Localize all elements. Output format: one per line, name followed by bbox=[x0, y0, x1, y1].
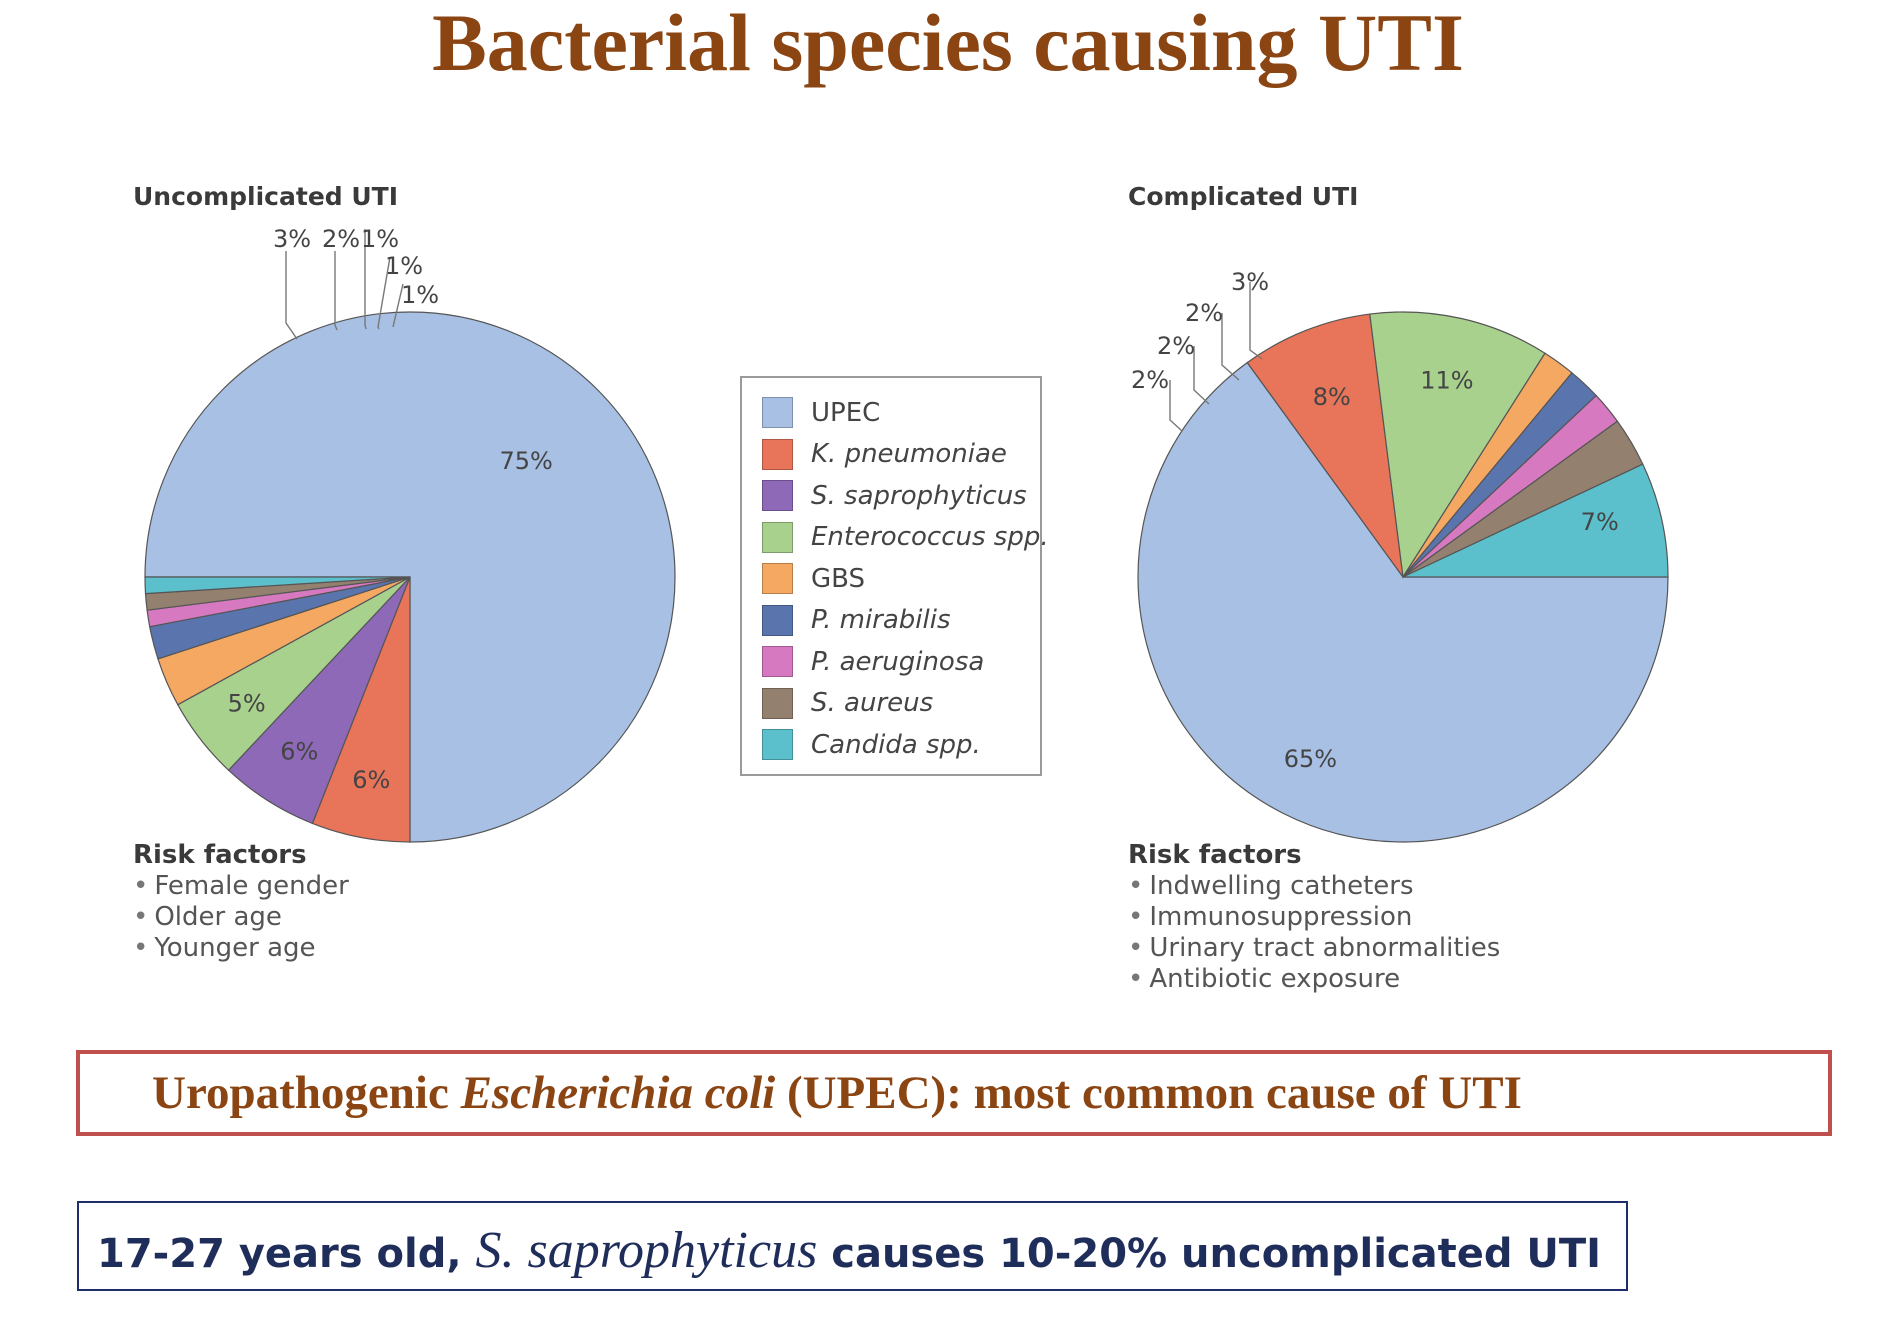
legend-swatch bbox=[762, 646, 793, 677]
legend-swatch bbox=[762, 563, 793, 594]
pie-value-label: 8% bbox=[1312, 383, 1351, 412]
pie-value-label: 1% bbox=[400, 281, 440, 309]
legend-label: P. aeruginosa bbox=[811, 646, 985, 677]
upec-callout-text bbox=[152, 1066, 1522, 1120]
pie-value-label: 2% bbox=[1130, 366, 1170, 394]
pie-value-label: 2% bbox=[1184, 299, 1224, 327]
pie-chart-complicated bbox=[1131, 268, 1668, 842]
legend-item-p-aeruginosa bbox=[762, 641, 1040, 683]
legend-swatch bbox=[762, 729, 793, 760]
legend-swatch bbox=[762, 688, 793, 719]
slide-title: Bacterial species causing UTI bbox=[432, 0, 1464, 88]
legend-swatch bbox=[762, 480, 793, 511]
legend-item-p-mirabilis bbox=[762, 600, 1040, 642]
pie-value-label: 1% bbox=[360, 225, 400, 253]
pie-value-label: 65% bbox=[1283, 744, 1338, 773]
legend-item-enterococcus bbox=[762, 517, 1049, 559]
upec-callout-after: (UPEC): most common cause of UTI bbox=[775, 1067, 1522, 1119]
pie-leader-line bbox=[335, 251, 337, 330]
risk-factor-item: • Indwelling catheters bbox=[1128, 871, 1500, 902]
legend-label: K. pneumoniae bbox=[811, 439, 1007, 470]
risk-factors-complicated bbox=[1128, 840, 1500, 995]
upec-callout-species: Escherichia coli bbox=[460, 1067, 776, 1119]
legend-item-k-pneumoniae bbox=[762, 434, 1040, 476]
risk-factor-item: • Younger age bbox=[133, 933, 349, 964]
pie-value-label: 11% bbox=[1420, 366, 1474, 395]
risk-factors-title: Risk factors bbox=[1128, 840, 1302, 870]
risk-factor-item: • Older age bbox=[133, 902, 349, 933]
pie-value-label: 7% bbox=[1580, 507, 1619, 536]
legend-label: UPEC bbox=[811, 397, 881, 428]
legend-label: Enterococcus spp. bbox=[811, 522, 1049, 553]
saprophyticus-callout-species: S. saprophyticus bbox=[475, 1222, 818, 1279]
upec-callout-before: Uropathogenic bbox=[152, 1067, 461, 1119]
legend-item-s-saprophyticus bbox=[762, 475, 1040, 517]
legend-label: Candida spp. bbox=[811, 729, 981, 760]
pie-chart-uncomplicated bbox=[145, 225, 675, 842]
saprophyticus-callout-after: causes 10-20% uncomplicated UTI bbox=[817, 1231, 1602, 1277]
risk-factor-item: • Immunosuppression bbox=[1128, 902, 1500, 933]
pie-leader-line bbox=[286, 251, 297, 339]
pie-value-label: 5% bbox=[227, 689, 266, 718]
legend-item-gbs bbox=[762, 558, 1040, 600]
chart-legend bbox=[740, 376, 1049, 776]
pie-value-label: 1% bbox=[384, 252, 424, 280]
pie-title-uncomplicated: Uncomplicated UTI bbox=[133, 182, 399, 211]
legend-swatch bbox=[762, 522, 793, 553]
legend-label: GBS bbox=[811, 563, 866, 594]
risk-factor-item: • Female gender bbox=[133, 871, 349, 902]
legend-label: S. saprophyticus bbox=[811, 480, 1027, 511]
risk-factors-uncomplicated bbox=[133, 840, 349, 964]
pie-value-label: 3% bbox=[272, 225, 312, 253]
legend-item-candida bbox=[762, 724, 1040, 766]
saprophyticus-callout-text bbox=[97, 1221, 1601, 1280]
pie-leader-line bbox=[1194, 346, 1209, 404]
legend-swatch bbox=[762, 397, 793, 428]
pie-title-complicated: Complicated UTI bbox=[1128, 182, 1359, 211]
pie-value-label: 3% bbox=[1230, 268, 1270, 296]
legend-item-s-aureus bbox=[762, 683, 1040, 725]
upec-callout-box bbox=[76, 1050, 1832, 1136]
legend-label: S. aureus bbox=[811, 688, 934, 719]
risk-factors-title: Risk factors bbox=[133, 840, 307, 870]
legend-label: P. mirabilis bbox=[811, 605, 951, 636]
pie-value-label: 2% bbox=[1156, 332, 1196, 360]
pie-value-label: 6% bbox=[280, 737, 319, 766]
pie-value-label: 2% bbox=[321, 225, 361, 253]
saprophyticus-callout-before: 17-27 years old, bbox=[97, 1231, 476, 1277]
legend-item-upec bbox=[762, 392, 1040, 434]
risk-factor-item: • Antibiotic exposure bbox=[1128, 964, 1500, 995]
legend-swatch bbox=[762, 439, 793, 470]
saprophyticus-callout-box bbox=[77, 1201, 1628, 1291]
pie-value-label: 75% bbox=[499, 446, 553, 475]
legend-swatch bbox=[762, 605, 793, 636]
risk-factor-item: • Urinary tract abnormalities bbox=[1128, 933, 1500, 964]
pie-leader-line bbox=[1170, 380, 1182, 431]
pie-value-label: 6% bbox=[352, 766, 391, 795]
pie-leader-line bbox=[1222, 313, 1239, 380]
